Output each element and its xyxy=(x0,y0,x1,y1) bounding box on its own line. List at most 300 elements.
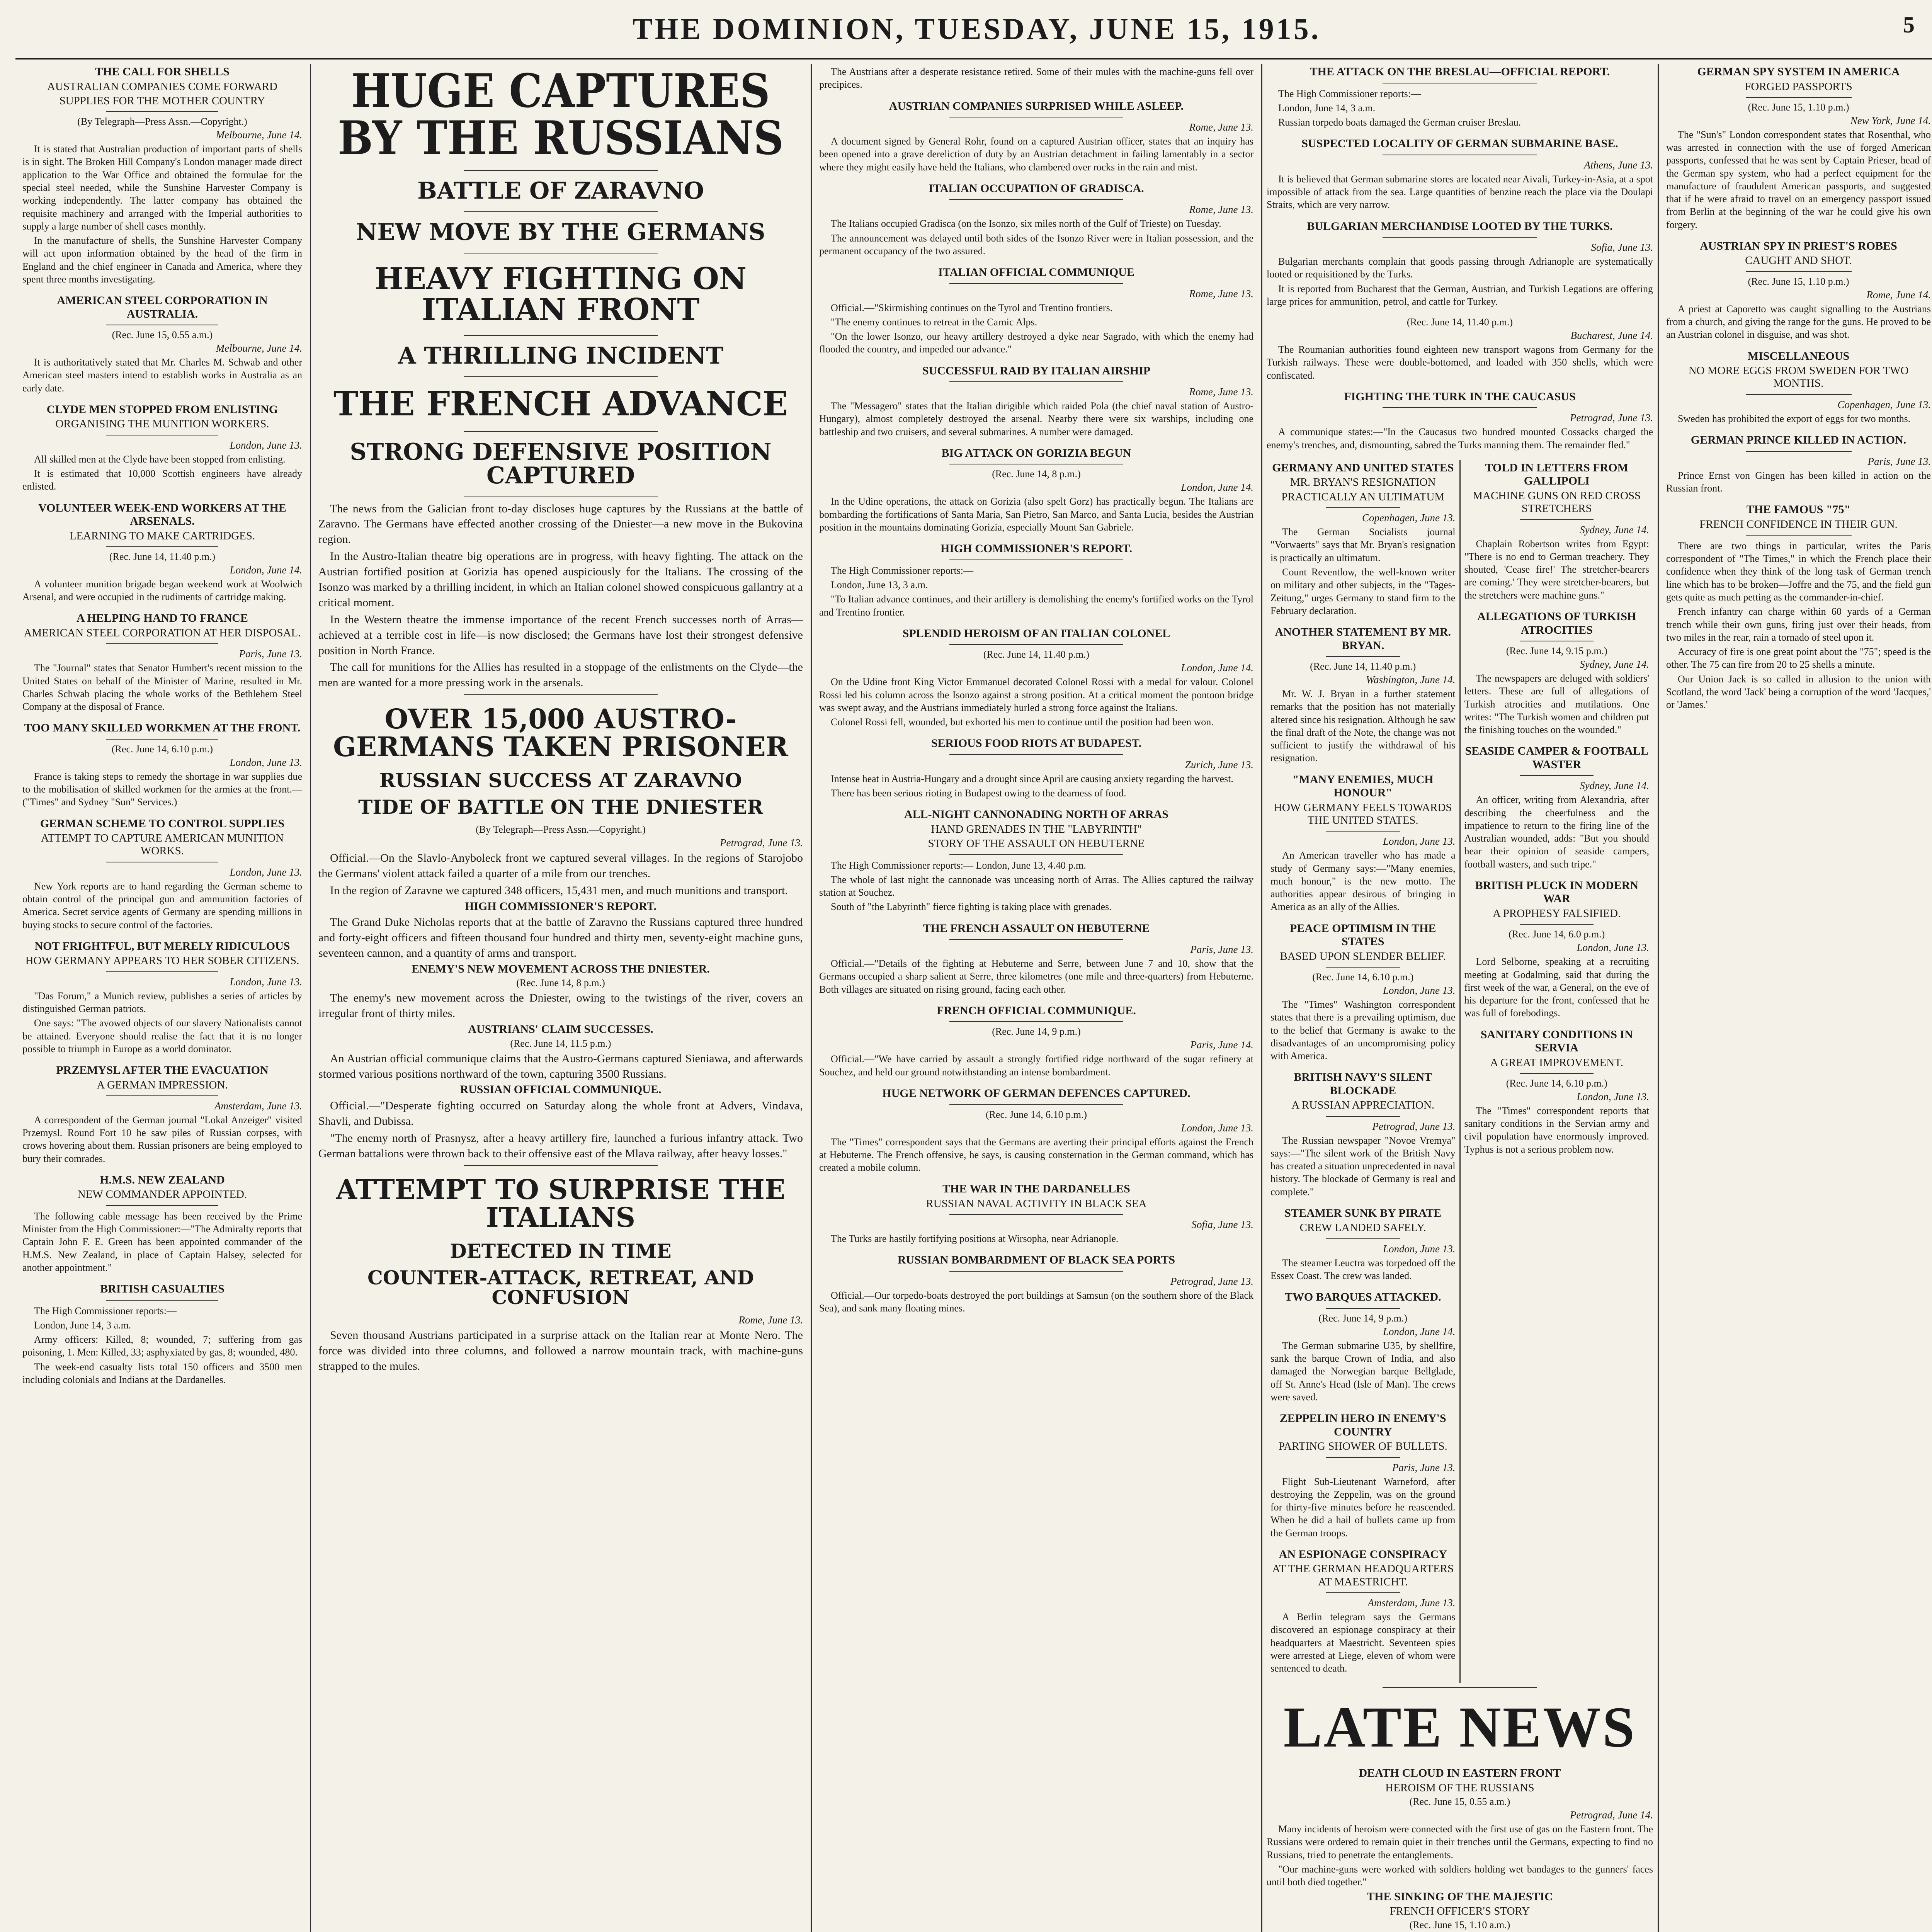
section-subheadline: COUNTER-ATTACK, RETREAT, AND CONFUSION xyxy=(367,1266,754,1309)
article-paragraph: Sweden has prohibited the export of eggs for two months. xyxy=(1678,413,1911,424)
headline-rule xyxy=(1746,271,1852,272)
headline-rule xyxy=(949,283,1123,284)
headline-rule xyxy=(1520,519,1594,520)
article-paragraph: Official.—"We have carried by assault a strongly fortified ridge northward of the sugar refinery at Souchez, and held our ground notwithstanding an intense bombardment. xyxy=(819,1053,1253,1078)
column-rule xyxy=(1658,64,1659,1932)
article-placeline: London, June 13. xyxy=(230,866,302,878)
article-headline: SANITARY CONDITIONS IN SERVIA xyxy=(1480,1028,1633,1054)
headline-rule xyxy=(106,546,218,547)
article-paragraph: Official.—On the Slavlo-Anyboleck front we captured several villages. In the regions of Starojobo the Germans' violent attack failed a quarter of a mile from our trenches. xyxy=(318,852,803,880)
article-paragraph: All skilled men at the Clyde have been stopped from enlisting. xyxy=(34,453,286,465)
headline-rule xyxy=(106,1205,218,1206)
article-placeline: London, June 13. xyxy=(1577,942,1649,954)
article-subheadline: FORGED PASSPORTS xyxy=(1745,80,1852,93)
article-paragraph: Lord Selborne, speaking at a recruiting meeting at Godalming, said that during the first week of the war, a General, on the eve of his departure for the front, confessed that he was full of forebodings. xyxy=(1464,956,1649,1019)
article xyxy=(22,1064,302,1165)
article-paragraph: The Russian newspaper "Novoe Vremya" says:—"The silent work of the British Navy has created a situation unprecedented in naval history. The blockade of Germany is real and complete." xyxy=(1270,1134,1456,1197)
article-paragraph: In the manufacture of shells, the Sunshine Harvester Company will act upon information obtained by the head of the firm in England and the chief engineer in Canada and America, where they spent three months investigating. xyxy=(22,235,302,285)
headline-rule xyxy=(464,335,658,336)
column-5 xyxy=(1659,64,1932,1932)
article-headline: BRITISH PLUCK IN MODERN WAR xyxy=(1475,879,1639,905)
article-paragraph: New York reports are to hand regarding the German scheme to obtain control of the principal gun and ammunition factories of America. Secret service agents of Germany are spending millions in buying stocks to secure control of the factories. xyxy=(22,880,302,930)
article xyxy=(819,627,1253,729)
headline-deck: A THRILLING INCIDENT xyxy=(398,342,724,370)
article-subheadline: BASED UPON SLENDER BELIEF. xyxy=(1280,950,1446,963)
headline-rule xyxy=(949,939,1123,940)
article xyxy=(22,294,302,395)
headline-rule xyxy=(949,1271,1123,1272)
article-headline: ALLEGATIONS OF TURKISH ATROCITIES xyxy=(1477,610,1636,636)
article-dateline: (By Telegraph—Press Assn.—Copyright.) xyxy=(476,824,646,835)
article-placeline: Petrograd, June 13. xyxy=(720,837,803,849)
article-headline: GERMAN PRINCE KILLED IN ACTION. xyxy=(1690,434,1906,447)
page-number: 5 xyxy=(1903,12,1915,37)
article-dateline: (Rec. June 14, 11.40 p.m.) xyxy=(1406,316,1513,328)
column-rule xyxy=(1261,64,1262,1932)
article-headline: BRITISH CASUALTIES xyxy=(100,1282,224,1296)
article-subheadline: PRACTICALLY AN ULTIMATUM xyxy=(1281,490,1445,503)
article xyxy=(1267,137,1653,211)
article-paragraph: Our Union Jack is so called in allusion to the union with Scotland, the word 'Jack' being a corruption of the word 'Jacques,' or 'James.' xyxy=(1666,673,1931,711)
article-headline: THE ATTACK ON THE BRESLAU—OFFICIAL REPORT. xyxy=(1310,65,1610,78)
article xyxy=(22,1173,302,1274)
article xyxy=(1270,1207,1456,1282)
article xyxy=(1270,773,1456,913)
article-placeline: London, June 14. xyxy=(1181,481,1253,493)
article-placeline: London, June 14. xyxy=(1181,662,1253,674)
article-subheadline: FRENCH OFFICER'S STORY xyxy=(1389,1905,1530,1918)
article-placeline: Bucharest, June 14. xyxy=(1570,330,1653,342)
headline-rule xyxy=(1746,451,1852,452)
article-headline: HIGH COMMISSIONER'S REPORT. xyxy=(465,900,656,913)
article-paragraph: The German submarine U35, by shellfire, sank the barque Crown of India, and also damaged the Norwegian barque Bellglade, off St. Anne's Head (Isle of Man). The crews were saved. xyxy=(1270,1340,1456,1403)
article xyxy=(1464,1028,1650,1156)
article xyxy=(1267,316,1653,382)
headline-deck: THE FRENCH ADVANCE xyxy=(333,384,788,424)
article-paragraph: Seven thousand Austrians participated in a surprise attack on the Italian rear at Monte Nero. The force was divided into three columns, and followed a narrow mountain track, with machine-guns strapped to the mules. xyxy=(318,1329,803,1373)
article-placeline: Paris, June 13. xyxy=(1867,455,1931,467)
article-paragraph: London, June 14, 3 a.m. xyxy=(1278,102,1376,114)
article xyxy=(1666,240,1931,341)
article-paragraph: Prince Ernst von Gingen has been killed in action on the Russian front. xyxy=(1666,469,1931,494)
article-headline: SUSPECTED LOCALITY OF GERMAN SUBMARINE BASE. xyxy=(1301,137,1618,150)
article-subheadline: AMERICAN STEEL CORPORATION AT HER DISPOSAL. xyxy=(24,626,301,639)
article xyxy=(1464,879,1650,1020)
article-paragraph: "Our machine-guns were worked with soldiers holding wet bandages to the gunners' faces until both died together." xyxy=(1267,1864,1653,1888)
section-subheadline: RUSSIAN SUCCESS AT ZARAVNO xyxy=(379,769,742,792)
headline-rule xyxy=(1520,924,1594,925)
headline-rule xyxy=(106,971,218,972)
article-subheadline: HOW GERMANY APPEARS TO HER SOBER CITIZENS. xyxy=(25,954,299,967)
headline-rule xyxy=(1326,507,1400,508)
headline-rule xyxy=(1746,97,1852,98)
article xyxy=(22,721,302,808)
article-subheadline: ATTEMPT TO CAPTURE AMERICAN MUNITION WORKS. xyxy=(41,832,284,857)
article-headline: GERMAN SCHEME TO CONTROL SUPPLIES xyxy=(40,817,285,830)
main-headline: HUGE CAPTURES BY THE RUSSIANS xyxy=(337,64,784,166)
article-placeline: Sydney, June 14. xyxy=(1580,524,1649,536)
column-4-top xyxy=(1267,65,1653,451)
article-paragraph: The following cable message has been received by the Prime Minister from the High Commissioner:—"The Admiralty reports that Captain John F. E. Green has been appointed commander of the H.M.S. New Zealand, in place of Captain Halsey, selected for another appointment." xyxy=(22,1210,302,1273)
article-placeline: Copenhagen, June 13. xyxy=(1362,512,1456,524)
article-paragraph: Mr. W. J. Bryan in a further statement remarks that the position has not materially altered since his resignation. Although he saw the final draft of the Note, the change was not sufficient to justify the withdrawal of his resignation. xyxy=(1270,688,1456,764)
article xyxy=(1270,1412,1456,1539)
article-paragraph: Count Reventlow, the well-known writer on military and other subjects, in the "Tages-Zeitung," urges Germany to stand firm to the February declaration. xyxy=(1270,566,1456,616)
headline-rule xyxy=(464,376,658,377)
article xyxy=(22,403,302,493)
article xyxy=(22,612,302,713)
column-4a xyxy=(1267,460,1459,1683)
article-paragraph: The German Socialists journal "Vorwaerts" says that Mr. Bryan's resignation is practically an ultimatum. xyxy=(1270,526,1456,563)
article-paragraph: Chaplain Robertson writes from Egypt: "There is no end to German treachery. They shouted, 'Cease fire!' The stretcher-bearers are coming.' They were stretcher-bearers, but the stretchers were machine guns." xyxy=(1464,538,1649,601)
headline-rule xyxy=(1326,1116,1400,1117)
article-headline: TOO MANY SKILLED WORKMEN AT THE FRONT. xyxy=(24,721,301,735)
article-paragraph: The High Commissioner reports:— xyxy=(831,565,974,576)
column-1 xyxy=(15,64,309,1932)
article-paragraph: "On the lower Isonzo, our heavy artillery destroyed a dyke near Sagrado, with which the enemy had flooded the country, and impeded our advance." xyxy=(819,331,1253,355)
article xyxy=(819,100,1253,173)
column-3 xyxy=(812,64,1260,1932)
headline-rule xyxy=(1520,1073,1594,1074)
article-headline: ENEMY'S NEW MOVEMENT ACROSS THE DNIESTER. xyxy=(412,962,710,975)
article-paragraph: A volunteer munition brigade began weekend work at Woolwich Arsenal, and were occupied in the rudiments of cartridge making. xyxy=(22,578,302,603)
article-placeline: London, June 13. xyxy=(1181,1122,1253,1134)
article-subheadline: SUPPLIES FOR THE MOTHER COUNTRY xyxy=(59,94,265,107)
article-placeline: Washington, June 14. xyxy=(1366,674,1456,686)
article-headline: AN ESPIONAGE CONSPIRACY xyxy=(1279,1548,1447,1561)
article-placeline: Petrograd, June 13. xyxy=(1372,1120,1456,1132)
article-subheadline: FRENCH CONFIDENCE IN THEIR GUN. xyxy=(1699,518,1898,531)
article-paragraph: An Austrian official communique claims that the Austro-Germans captured Sieniawa, and afterwards stormed various positions northward of the town, capturing 3500 Russians. xyxy=(318,1052,803,1080)
article xyxy=(1270,1071,1456,1198)
article-paragraph: The Turks are hastily fortifying positions at Wirsopha, near Adrianople. xyxy=(831,1233,1119,1245)
article-paragraph: "The enemy north of Prasnysz, after a heavy artillery fire, launched a furious infantry attack. Two German battalions were thrown back to their offensive east of the Mlava railway, after heavy losses." xyxy=(318,1131,803,1160)
article-subheadline: A RUSSIAN APPRECIATION. xyxy=(1291,1099,1435,1112)
article-placeline: New York, June 14. xyxy=(1850,114,1931,126)
article-headline: PRZEMYSL AFTER THE EVACUATION xyxy=(56,1064,269,1077)
article-headline: RUSSIAN OFFICIAL COMMUNIQUE. xyxy=(460,1083,662,1096)
article-placeline: Paris, June 14. xyxy=(1190,1039,1253,1051)
article-headline: BULGARIAN MERCHANDISE LOOTED BY THE TURKS. xyxy=(1307,219,1613,233)
article-subheadline: A PROPHESY FALSIFIED. xyxy=(1493,907,1621,920)
article-headline: SEASIDE CAMPER & FOOTBALL WASTER xyxy=(1465,745,1648,771)
article-headline: THE SINKING OF THE MAJESTIC xyxy=(1367,1890,1553,1903)
article-dateline: (Rec. June 14, 6.0 p.m.) xyxy=(1509,929,1605,940)
article-subheadline: MACHINE GUNS ON RED CROSS STRETCHERS xyxy=(1473,489,1641,515)
headline-rule xyxy=(949,381,1123,382)
headline-rule xyxy=(464,1165,658,1166)
article-paragraph: The Austrians after a desperate resistance retired. Some of their mules with the machine-guns fell over precipices. xyxy=(819,66,1253,90)
article-placeline: London, June 13. xyxy=(230,439,302,451)
article-headline: SPLENDID HEROISM OF AN ITALIAN COLONEL xyxy=(902,627,1170,640)
column-rule xyxy=(310,64,311,1932)
headline-rule xyxy=(949,1214,1123,1215)
headline-rule xyxy=(949,1021,1123,1022)
headline-rule xyxy=(464,211,658,212)
article-subheadline: CAUGHT AND SHOT. xyxy=(1745,254,1852,267)
headline-deck: BATTLE OF ZARAVNO xyxy=(417,177,704,204)
article-paragraph: The week-end casualty lists total 150 officers and 3500 men including colonials and Indians at the Dardanelles. xyxy=(22,1361,302,1385)
article-headline: "MANY ENEMIES, MUCH HONOUR" xyxy=(1292,773,1434,799)
article-headline: VOLUNTEER WEEK-END WORKERS AT THE ARSENALS. xyxy=(38,501,286,528)
section-subheadline: TIDE OF BATTLE ON THE DNIESTER xyxy=(358,796,763,818)
headline-rule xyxy=(464,170,658,171)
headline-rule xyxy=(949,754,1123,755)
article-headline: GERMANY AND UNITED STATES xyxy=(1272,461,1454,474)
article-subheadline: HAND GRENADES IN THE "LABYRINTH" xyxy=(931,823,1142,835)
article-headline: SUCCESSFUL RAID BY ITALIAN AIRSHIP xyxy=(922,364,1151,377)
article-paragraph: Russian torpedo boats damaged the German cruiser Breslau. xyxy=(1278,117,1521,128)
article-paragraph: Flight Sub-Lieutenant Warneford, after destroying the Zeppelin, was on the ground for thirty-five minutes before he reascended. When he did a hail of bullets came up from the German troops. xyxy=(1270,1476,1456,1539)
column-4b xyxy=(1459,460,1653,1683)
article-paragraph: The whole of last night the cannonade was unceasing north of Arras. The Allies captured the railway station at Souchez. xyxy=(819,874,1253,898)
article-placeline: London, June 13. xyxy=(1383,984,1456,996)
late-news xyxy=(1267,1687,1653,1932)
article-placeline: Sydney, June 14. xyxy=(1580,658,1649,670)
article xyxy=(819,1253,1253,1315)
article-paragraph: In the Udine operations, the attack on Gorizia (also spelt Gorz) has practically begun. The Italians are bombarding the fortifications of Santa Maria, San Pietro, San Marco, and Santa Lucia, besides the Austrian position in the mountains dominating Gorizia, especially Mount San Gabriele. xyxy=(819,496,1253,533)
article-subheadline: HOW GERMANY FEELS TOWARDS THE UNITED STATES. xyxy=(1274,801,1452,827)
article-headline: THE FRENCH ASSAULT ON HEBUTERNE xyxy=(923,922,1150,935)
article-headline: STEAMER SUNK BY PIRATE xyxy=(1284,1206,1442,1219)
article-paragraph: The Roumanian authorities found eighteen new transport wagons from Germany for the Turkish railways. These were double-bottomed, and loaded with 350 shells, which were confiscated. xyxy=(1267,344,1653,381)
article-paragraph: It is believed that German submarine stores are located near Aivali, Turkey-in-Asia, at a spot impossible of attack from the sea. Large quantities of benzine reach the place via the Doulapi Straits, which are very narrow. xyxy=(1267,173,1653,211)
article-subheadline: CREW LANDED SAFELY. xyxy=(1299,1221,1426,1234)
headline-rule xyxy=(1383,1687,1537,1688)
article xyxy=(1267,65,1653,129)
headline-rule xyxy=(106,739,218,740)
headline-rule xyxy=(1326,1238,1400,1239)
article xyxy=(1464,745,1650,871)
headline-rule xyxy=(1746,394,1852,395)
article-headline: ALL-NIGHT CANNONADING NORTH OF ARRAS xyxy=(904,808,1168,821)
article-headline: SERIOUS FOOD RIOTS AT BUDAPEST. xyxy=(931,737,1142,750)
article-placeline: London, June 13. xyxy=(1383,835,1456,847)
article-headline: ITALIAN OFFICIAL COMMUNIQUE xyxy=(938,266,1134,279)
article xyxy=(819,364,1253,438)
article-subheadline: STORY OF THE ASSAULT ON HEBUTERNE xyxy=(928,837,1145,850)
article-paragraph: An officer, writing from Alexandria, after describing the cheerfulness and the impatience to return to the firing line of the Australian wounded, adds: "But you should hear their opinion of seaside campers, football wasters, and such tripe." xyxy=(1464,794,1649,870)
article-paragraph: "Das Forum," a Munich review, publishes a series of articles by distinguished German patriots. xyxy=(22,990,302,1014)
article-subheadline: RUSSIAN NAVAL ACTIVITY IN BLACK SEA xyxy=(926,1197,1147,1210)
article xyxy=(22,940,302,1055)
headline-rule xyxy=(1326,1308,1400,1309)
article-subheadline: A GREAT IMPROVEMENT. xyxy=(1490,1056,1624,1069)
article-placeline: London, June 13. xyxy=(230,976,302,988)
article-subheadline: AT THE GERMAN HEADQUARTERS AT MAESTRICHT. xyxy=(1272,1563,1454,1588)
article-paragraph: A Berlin telegram says the Germans discovered an espionage conspiracy at their headquarters at Maestricht. Seventeen spies were arrested at Liege, eleven of whom were sentenced to death. xyxy=(1270,1611,1456,1674)
article-placeline: Melbourne, June 14. xyxy=(216,342,302,354)
article-placeline: Sofia, June 13. xyxy=(1191,1219,1253,1231)
article-subheadline: LEARNING TO MAKE CARTRIDGES. xyxy=(69,529,255,542)
column-rule xyxy=(811,64,812,1932)
article-headline: THE FAMOUS "75" xyxy=(1746,503,1851,516)
article-paragraph: Official.—"Details of the fighting at Hebuterne and Serre, between June 7 and 10, show that the Germans occupied a sharp salient at Serre, three kilometres (one mile and three-quarters) from Hebuterne. Both villages are situated on rising ground, facing each other. xyxy=(819,958,1253,995)
article xyxy=(1267,220,1653,308)
article-paragraph: There are two things in particular, writes the Paris correspondent of "The Times," in which the French place their confidence when they think of the long task of German trench line which has to be broken—Joffre and the 75, and the field gun gets quite as much petting as the commander-in-chief. xyxy=(1666,540,1931,603)
article-paragraph: An American traveller who has made a study of Germany says:—"Many enemies, much honour," is the new motto. The authorities appear desirous of bringing in America as an ally of the Allies. xyxy=(1270,850,1456,913)
article-dateline: (Rec. June 14, 11.40 p.m.) xyxy=(1310,661,1416,672)
article-placeline: Sofia, June 13. xyxy=(1591,242,1653,253)
article-subheadline: PARTING SHOWER OF BULLETS. xyxy=(1278,1440,1447,1453)
article-dateline: (Rec. June 14, 6.10 p.m.) xyxy=(1312,971,1414,983)
column-4-split xyxy=(1267,460,1653,1683)
headline-rule xyxy=(106,1095,218,1096)
article-placeline: Rome, June 13. xyxy=(1189,204,1253,216)
article-paragraph: Army officers: Killed, 8; wounded, 7; suffering from gas poisoning, 1. Men: Killed, 33; asphyxiated by gas, 8; wounded, 480. xyxy=(22,1334,302,1358)
article-headline: DEATH CLOUD IN EASTERN FRONT xyxy=(1359,1767,1561,1780)
article xyxy=(819,542,1253,619)
article-paragraph: A correspondent of the German journal "Lokal Anzeiger" visited Przemysl. Round Fort 10 he saw piles of Russian corpses, with crows hovering about them. Russian prisoners are being employed to bury their comrades. xyxy=(22,1114,302,1164)
article-paragraph: A document signed by General Rohr, found on a captured Austrian officer, states that an inquiry has been opened into a grave dereliction of duty by an Austrian detachment in failing lamentably in a sector where they might easily have held the Italians, who clambered over rocks in the rain and mist. xyxy=(819,136,1253,173)
article xyxy=(819,808,1253,913)
section-headline: ATTEMPT TO SURPRISE THE ITALIANS xyxy=(336,1173,786,1233)
article-paragraph: It is stated that Australian production of important parts of shells is in sight. The Broken Hill Company's London manager made direct application to the War Office and obtained the formulae for the special steel needed, while the Sunshine Harvester Company is working independently. The latter company has obtained the requisite machinery and arranged with the Imperial authorities to supply a large number of shell cases monthly. xyxy=(22,143,302,232)
article xyxy=(22,1282,302,1386)
article-headline: BRITISH NAVY'S SILENT BLOCKADE xyxy=(1294,1071,1432,1097)
article xyxy=(1666,350,1931,425)
article-paragraph: A communique states:—"In the Caucasus two hundred mounted Cossacks charged the enemy's trenches, and, dismounting, sabred the Turks manning them. The remainder fled." xyxy=(1267,426,1653,451)
headline-rule xyxy=(464,694,658,695)
article-paragraph: The High Commissioner reports:— xyxy=(34,1305,177,1316)
article-paragraph: The High Commissioner reports:— xyxy=(1278,88,1421,99)
article-dateline: (Rec. June 14, 11.5 p.m.) xyxy=(510,1037,611,1049)
article-paragraph: It is authoritatively stated that Mr. Charles M. Schwab and other American steel masters intend to establish works in Australia as an early date. xyxy=(22,357,302,394)
article xyxy=(22,502,302,604)
article xyxy=(819,182,1253,257)
article-placeline: London, June 14. xyxy=(230,564,302,576)
article-paragraph: The "Times" correspondent reports that sanitary conditions in the Servian army and civil population have enormously improved. Typhus is not a serious problem now. xyxy=(1464,1105,1649,1155)
article-headline: PEACE OPTIMISM IN THE STATES xyxy=(1289,922,1436,948)
article-headline: AUSTRIANS' CLAIM SUCCESSES. xyxy=(468,1023,653,1036)
article xyxy=(819,65,1253,91)
article-headline: ANOTHER STATEMENT BY MR. BRYAN. xyxy=(1275,626,1451,652)
article-headline: AMERICAN STEEL CORPORATION IN AUSTRALIA. xyxy=(57,294,268,320)
article-paragraph: Accuracy of fire is one great point about the "75"; speed is the other. The 75 can fire from 20 to 25 shells a minute. xyxy=(1666,646,1931,670)
article xyxy=(1270,1291,1456,1403)
article xyxy=(22,65,302,286)
article-paragraph: In the region of Zaravne we captured 348 officers, 15,431 men, and much munitions and transport. xyxy=(330,884,788,897)
article xyxy=(1666,65,1931,231)
article-headline: THE WAR IN THE DARDANELLES xyxy=(942,1182,1130,1196)
article-paragraph: The steamer Leuctra was torpedoed off the Essex Coast. The crew was landed. xyxy=(1270,1257,1456,1282)
article-paragraph: Intense heat in Austria-Hungary and a drought since April are causing anxiety regarding the harvest. xyxy=(831,773,1233,784)
article-dateline: (Rec. June 14, 9 p.m.) xyxy=(992,1026,1081,1037)
article-placeline: London, June 13. xyxy=(1577,1090,1649,1102)
article-paragraph: Bulgarian merchants complain that goods passing through Adrianople are systematically looted or requisitioned by the Turks. xyxy=(1267,256,1653,280)
article-paragraph: Colonel Rossi fell, wounded, but exhorted his men to continue until the position had been won. xyxy=(831,716,1214,728)
masthead xyxy=(15,0,1932,60)
headline-rule xyxy=(1326,1592,1400,1593)
headline-rule xyxy=(106,643,218,644)
article-headline: A HELPING HAND TO FRANCE xyxy=(77,612,248,625)
article-placeline: Rome, June 13. xyxy=(1189,386,1253,398)
headline-rule xyxy=(106,111,218,112)
article-subheadline: AUSTRALIAN COMPANIES COME FORWARD xyxy=(47,80,277,93)
article-headline: GERMAN SPY SYSTEM IN AMERICA xyxy=(1697,65,1900,78)
headline-rule xyxy=(1326,967,1400,968)
article-subheadline: HEROISM OF THE RUSSIANS xyxy=(1385,1781,1534,1794)
article-placeline: Amsterdam, June 13. xyxy=(214,1100,302,1112)
article-placeline: Paris, June 13. xyxy=(1392,1461,1456,1473)
article-dateline: (Rec. June 15, 0.55 a.m.) xyxy=(1409,1796,1510,1808)
article-paragraph: France is taking steps to remedy the shortage in war supplies due to the mobilisation of skilled workmen for the armies at the front.—("Times" and Sydney "Sun" Services.) xyxy=(22,770,302,808)
article xyxy=(819,1087,1253,1174)
article-paragraph: The Italians occupied Gradisca (on the Isonzo, six miles north of the Gulf of Trieste) on Tuesday. xyxy=(831,218,1221,230)
article xyxy=(819,922,1253,996)
article-paragraph: It is reported from Bucharest that the German, Austrian, and Turkish Legations are offering large prices for ammunition, petrol, and cattle for Turkey. xyxy=(1267,283,1653,307)
article-headline: THE CALL FOR SHELLS xyxy=(95,65,230,78)
article-placeline: Petrograd, June 14. xyxy=(1570,1809,1653,1821)
article-dateline: (Rec. June 14, 8 p.m.) xyxy=(516,977,605,989)
article-headline: FIGHTING THE TURK IN THE CAUCASUS xyxy=(1344,390,1576,403)
headline-rule xyxy=(949,1104,1123,1105)
article xyxy=(819,737,1253,799)
article-dateline: (By Telegraph—Press Assn.—Copyright.) xyxy=(77,116,247,128)
article-dateline: (Rec. June 14, 9 p.m.) xyxy=(1318,1312,1408,1324)
article-placeline: Rome, June 13. xyxy=(738,1314,803,1326)
article xyxy=(1270,461,1456,617)
article-dateline: (Rec. June 15, 1.10 a.m.) xyxy=(1409,1919,1510,1931)
article xyxy=(1464,461,1650,602)
masthead-title: THE DOMINION, TUESDAY, JUNE 15, 1915. xyxy=(632,12,1321,46)
article-paragraph: The "Times" correspondent says that the Germans are averting their principal efforts against the French at Hebuterne. The French offensive, he says, is causing consternation in the German command, which has created a mobile column. xyxy=(819,1136,1253,1173)
article-placeline: Petrograd, June 13. xyxy=(1170,1275,1253,1287)
article-dateline: (Rec. June 14, 6.10 p.m.) xyxy=(985,1109,1087,1120)
article-placeline: London, June 13. xyxy=(230,756,302,768)
article-dateline: (Rec. June 14, 8 p.m.) xyxy=(992,468,1081,480)
article-placeline: Rome, June 13. xyxy=(1189,287,1253,299)
headline-rule xyxy=(949,854,1123,855)
headline-rule xyxy=(464,431,658,432)
article-placeline: Rome, June 14. xyxy=(1866,289,1931,301)
article-paragraph: On the Udine front King Victor Emmanuel decorated Colonel Rossi with a medal for valour. Colonel Rossi led his column across the Isonzo against a strong position. At a critical moment the pontoon bridge was swept away, and the Austrians immediately hurled a strong force against the Italians. xyxy=(819,676,1253,713)
article-paragraph: The "Messagero" states that the Italian dirigible which raided Pola (the chief naval station of Austro-Hungary), almost completely destroyed the arsenal. Nearby there were six warships, including one battleship and two cruisers, and several submarines. A number were damaged. xyxy=(819,400,1253,437)
article-subheadline: MR. BRYAN'S RESIGNATION xyxy=(1290,476,1436,489)
headline-deck: HEAVY FIGHTING ON ITALIAN FRONT xyxy=(374,261,747,327)
article-headline: HUGE NETWORK OF GERMAN DEFENCES CAPTURED. xyxy=(882,1087,1190,1100)
headline-rule xyxy=(1746,535,1852,536)
article-placeline: Amsterdam, June 13. xyxy=(1367,1597,1456,1609)
headline-rule xyxy=(949,644,1123,645)
article-paragraph: In the Western theatre the immense importance of the recent French successes north of Arras—achieved at a terrible cost in life—is now disclosed; the Germans have lost their strongest defensive position in North France. xyxy=(318,613,803,657)
article-headline: AUSTRIAN SPY IN PRIEST'S ROBES xyxy=(1700,239,1897,252)
article-dateline: (Rec. June 14, 9.15 p.m.) xyxy=(1506,645,1607,656)
article xyxy=(1270,922,1456,1063)
article xyxy=(819,1004,1253,1078)
article-paragraph: It is estimated that 10,000 Scottish engineers have already enlisted. xyxy=(22,468,302,492)
article-paragraph: "To Italian advance continues, and their artillery is demolishing the enemy's fortified works on the Tyrol and Trentino frontier. xyxy=(819,594,1253,618)
article-dateline: (Rec. June 14, 11.40 p.m.) xyxy=(983,649,1090,660)
article-paragraph: Official.—"Skirmishing continues on the Tyrol and Trentino frontiers. xyxy=(831,302,1113,313)
article-dateline: (Rec. June 14, 6.10 p.m.) xyxy=(111,743,213,755)
article-paragraph: French infantry can charge within 60 yards of a German trench while their own guns, firing just over their heads, from two miles in the rear, rain a tornado of steel upon it. xyxy=(1666,606,1931,643)
article-dateline: (Rec. June 15, 1.10 p.m.) xyxy=(1748,276,1849,287)
article-placeline: Copenhagen, June 13. xyxy=(1837,398,1931,410)
article-headline: ITALIAN OCCUPATION OF GRADISCA. xyxy=(929,182,1144,195)
article-paragraph: The "Journal" states that Senator Humbert's recent mission to the United States on behalf of the Minister of Marine, resulted in Mr. Charles Schwab placing the whole works of the Bethlehem Steel Company at the disposal of France. xyxy=(22,662,302,713)
article-placeline: Paris, June 13. xyxy=(239,648,302,660)
article xyxy=(1267,390,1653,451)
columns xyxy=(15,64,1932,1932)
article-dateline: (Rec. June 14, 6.10 p.m.) xyxy=(1506,1077,1607,1089)
article-dateline: (Rec. June 15, 0.55 a.m.) xyxy=(112,329,213,341)
article xyxy=(1270,626,1456,765)
headline-rule xyxy=(1326,831,1400,832)
article-paragraph: Many incidents of heroism were connected with the first use of gas on the Eastern front. The Russians were ordered to remain quiet in their trenches until the Germans, expecting to find no Russians, tried to penetrate the entanglements. xyxy=(1267,1823,1653,1861)
article xyxy=(819,447,1253,534)
article-headline: NOT FRIGHTFUL, BUT MERELY RIDICULOUS xyxy=(34,939,290,952)
